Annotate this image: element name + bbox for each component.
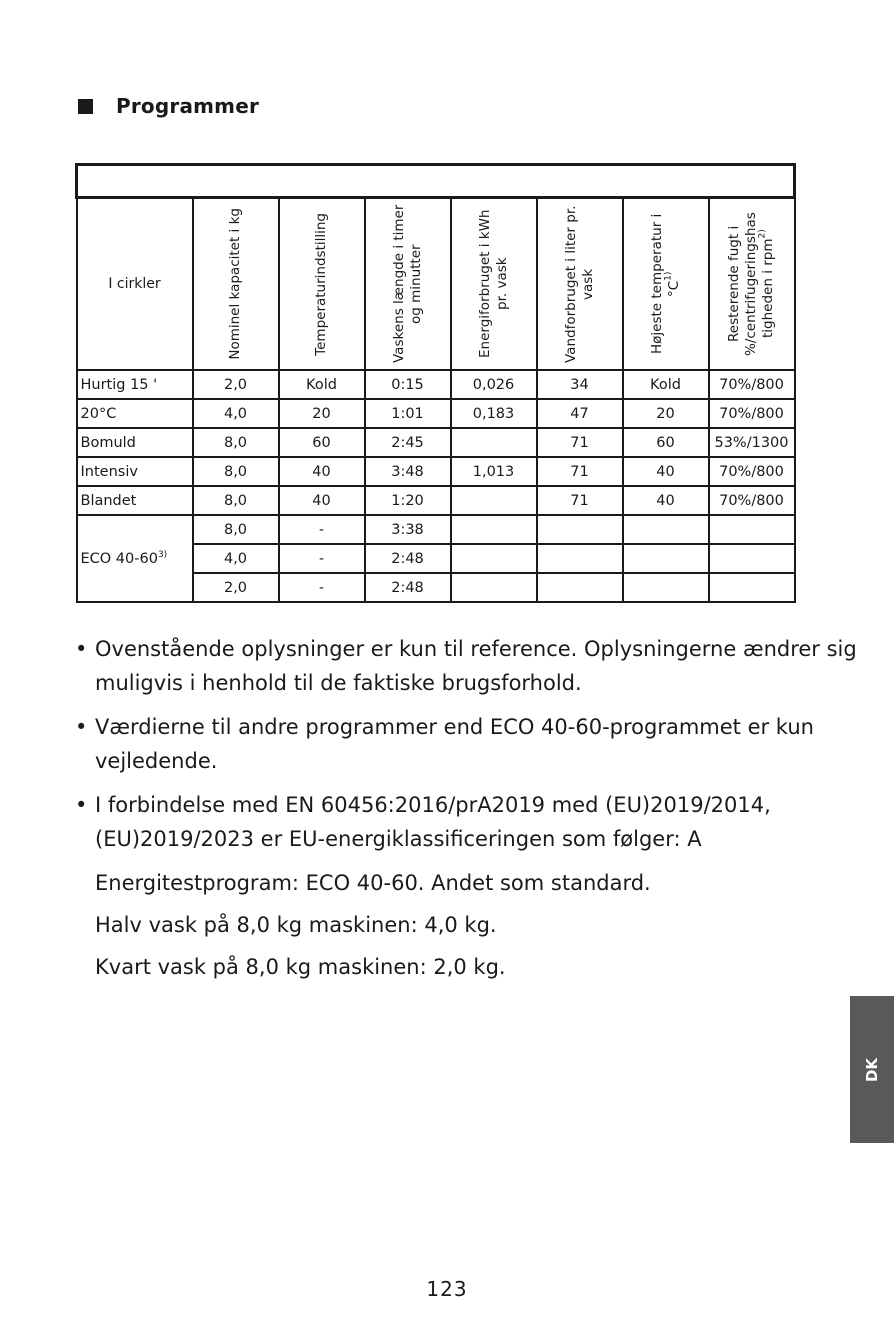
cell-water: 34	[537, 370, 623, 399]
note-line: Kvart vask på 8,0 kg maskinen: 2,0 kg.	[95, 955, 506, 979]
cell-capacity: 8,0	[193, 515, 279, 544]
cell-temp-setting: -	[279, 573, 365, 602]
cell-capacity: 8,0	[193, 486, 279, 515]
cell-duration: 3:48	[365, 457, 451, 486]
cell-energy	[451, 486, 537, 515]
cell-program: Blandet	[77, 486, 193, 515]
cell-capacity: 2,0	[193, 573, 279, 602]
cell-temp-setting: 60	[279, 428, 365, 457]
cell-water	[537, 573, 623, 602]
cell-max-temp: 60	[623, 428, 709, 457]
cell-temp-setting: 20	[279, 399, 365, 428]
header-max-temperature: Højeste temperatur i $^\circ C^{1)}$	[623, 198, 709, 371]
table-row	[77, 486, 795, 515]
cell-max-temp	[623, 544, 709, 573]
cell-energy	[451, 515, 537, 544]
cell-moisture: 70%/800	[709, 399, 795, 428]
cell-temp-setting: -	[279, 515, 365, 544]
cell-max-temp: 20	[623, 399, 709, 428]
cell-duration: 2:48	[365, 573, 451, 602]
cell-temp-setting: 40	[279, 486, 365, 515]
cell-water: 71	[537, 428, 623, 457]
cell-duration: 3:38	[365, 515, 451, 544]
cell-capacity: 8,0	[193, 428, 279, 457]
header-capacity: Nominel kapacitet i kg	[193, 198, 279, 371]
header-duration: Vaskens længde i timer og minutter	[365, 198, 451, 371]
cell-moisture: 70%/800	[709, 370, 795, 399]
section-heading	[78, 94, 259, 118]
language-tab-label: DK	[862, 1057, 881, 1082]
cell-temp-setting: Kold	[279, 370, 365, 399]
heading-bullet-square	[78, 99, 93, 114]
cell-program-eco: ECO 40-60$^{3)}$	[77, 515, 193, 602]
cell-program: Intensiv	[77, 457, 193, 486]
header-energy: Energiforbruget i kWh pr. vask	[451, 198, 537, 371]
list-item	[75, 710, 865, 778]
list-item	[75, 632, 865, 700]
cell-capacity: 8,0	[193, 457, 279, 486]
table-header-row	[77, 198, 795, 371]
cell-program: 20°C	[77, 399, 193, 428]
table-row-eco	[77, 515, 795, 544]
cell-max-temp	[623, 573, 709, 602]
table-top-bar-cell	[77, 165, 795, 198]
cell-program: Bomuld	[77, 428, 193, 457]
cell-duration: 1:01	[365, 399, 451, 428]
table-top-bar	[77, 165, 795, 198]
cell-temp-setting: 40	[279, 457, 365, 486]
note-line: Energitestprogram: ECO 40-60. Andet som standard.	[95, 871, 651, 895]
cell-capacity: 4,0	[193, 544, 279, 573]
bullet-dot: •	[75, 793, 88, 817]
cell-max-temp: 40	[623, 457, 709, 486]
table-row	[77, 428, 795, 457]
header-cirkler: I cirkler	[77, 198, 193, 371]
cell-moisture: 70%/800	[709, 486, 795, 515]
cell-duration: 2:45	[365, 428, 451, 457]
cell-max-temp: Kold	[623, 370, 709, 399]
cell-moisture: 53%/1300	[709, 428, 795, 457]
cell-water: 71	[537, 457, 623, 486]
cell-energy: 0,183	[451, 399, 537, 428]
cell-temp-setting: -	[279, 544, 365, 573]
list-item	[75, 788, 865, 856]
cell-moisture	[709, 573, 795, 602]
bullet-dot: •	[75, 715, 88, 739]
cell-water: 71	[537, 486, 623, 515]
bullet-text: Værdierne til andre programmer end ECO 40-60-programmet er kun vejledende.	[95, 715, 814, 773]
bullet-text: Ovenstående oplysninger er kun til reference. Oplysningerne ændrer sig muligvis i henhold til de faktiske brugsforhold.	[95, 637, 857, 695]
bullet-dot: •	[75, 637, 88, 661]
cell-duration: 0:15	[365, 370, 451, 399]
cell-moisture: 70%/800	[709, 457, 795, 486]
cell-water	[537, 515, 623, 544]
cell-water: 47	[537, 399, 623, 428]
section-title: Programmer	[116, 94, 260, 118]
cell-max-temp: 40	[623, 486, 709, 515]
cell-capacity: 2,0	[193, 370, 279, 399]
table-row	[77, 399, 795, 428]
header-temperature-setting: Temperaturindstilling	[279, 198, 365, 371]
cell-max-temp	[623, 515, 709, 544]
cell-capacity: 4,0	[193, 399, 279, 428]
cell-moisture	[709, 544, 795, 573]
cell-duration: 1:20	[365, 486, 451, 515]
header-water: Vandforbruget i liter pr. vask	[537, 198, 623, 371]
cell-moisture	[709, 515, 795, 544]
page-number: 123	[426, 1277, 468, 1301]
cell-duration: 2:48	[365, 544, 451, 573]
cell-energy	[451, 573, 537, 602]
cell-energy: 1,013	[451, 457, 537, 486]
note-line: Halv vask på 8,0 kg maskinen: 4,0 kg.	[95, 913, 497, 937]
language-side-tab	[850, 996, 894, 1143]
program-table	[75, 163, 796, 603]
cell-energy	[451, 544, 537, 573]
notes-section	[75, 632, 865, 992]
cell-energy: 0,026	[451, 370, 537, 399]
cell-water	[537, 544, 623, 573]
header-residual-moisture: Resterende fugt i %/centrifugeringshas tigheden i rpm$^{2)}$	[709, 198, 795, 371]
cell-energy	[451, 428, 537, 457]
cell-program: Hurtig 15 '	[77, 370, 193, 399]
table-row	[77, 370, 795, 399]
bullet-text: I forbindelse med EN 60456:2016/prA2019 med (EU)2019/2014, (EU)2019/2023 er EU-energiklassificeringen som følger: A	[95, 793, 771, 851]
table-row	[77, 457, 795, 486]
